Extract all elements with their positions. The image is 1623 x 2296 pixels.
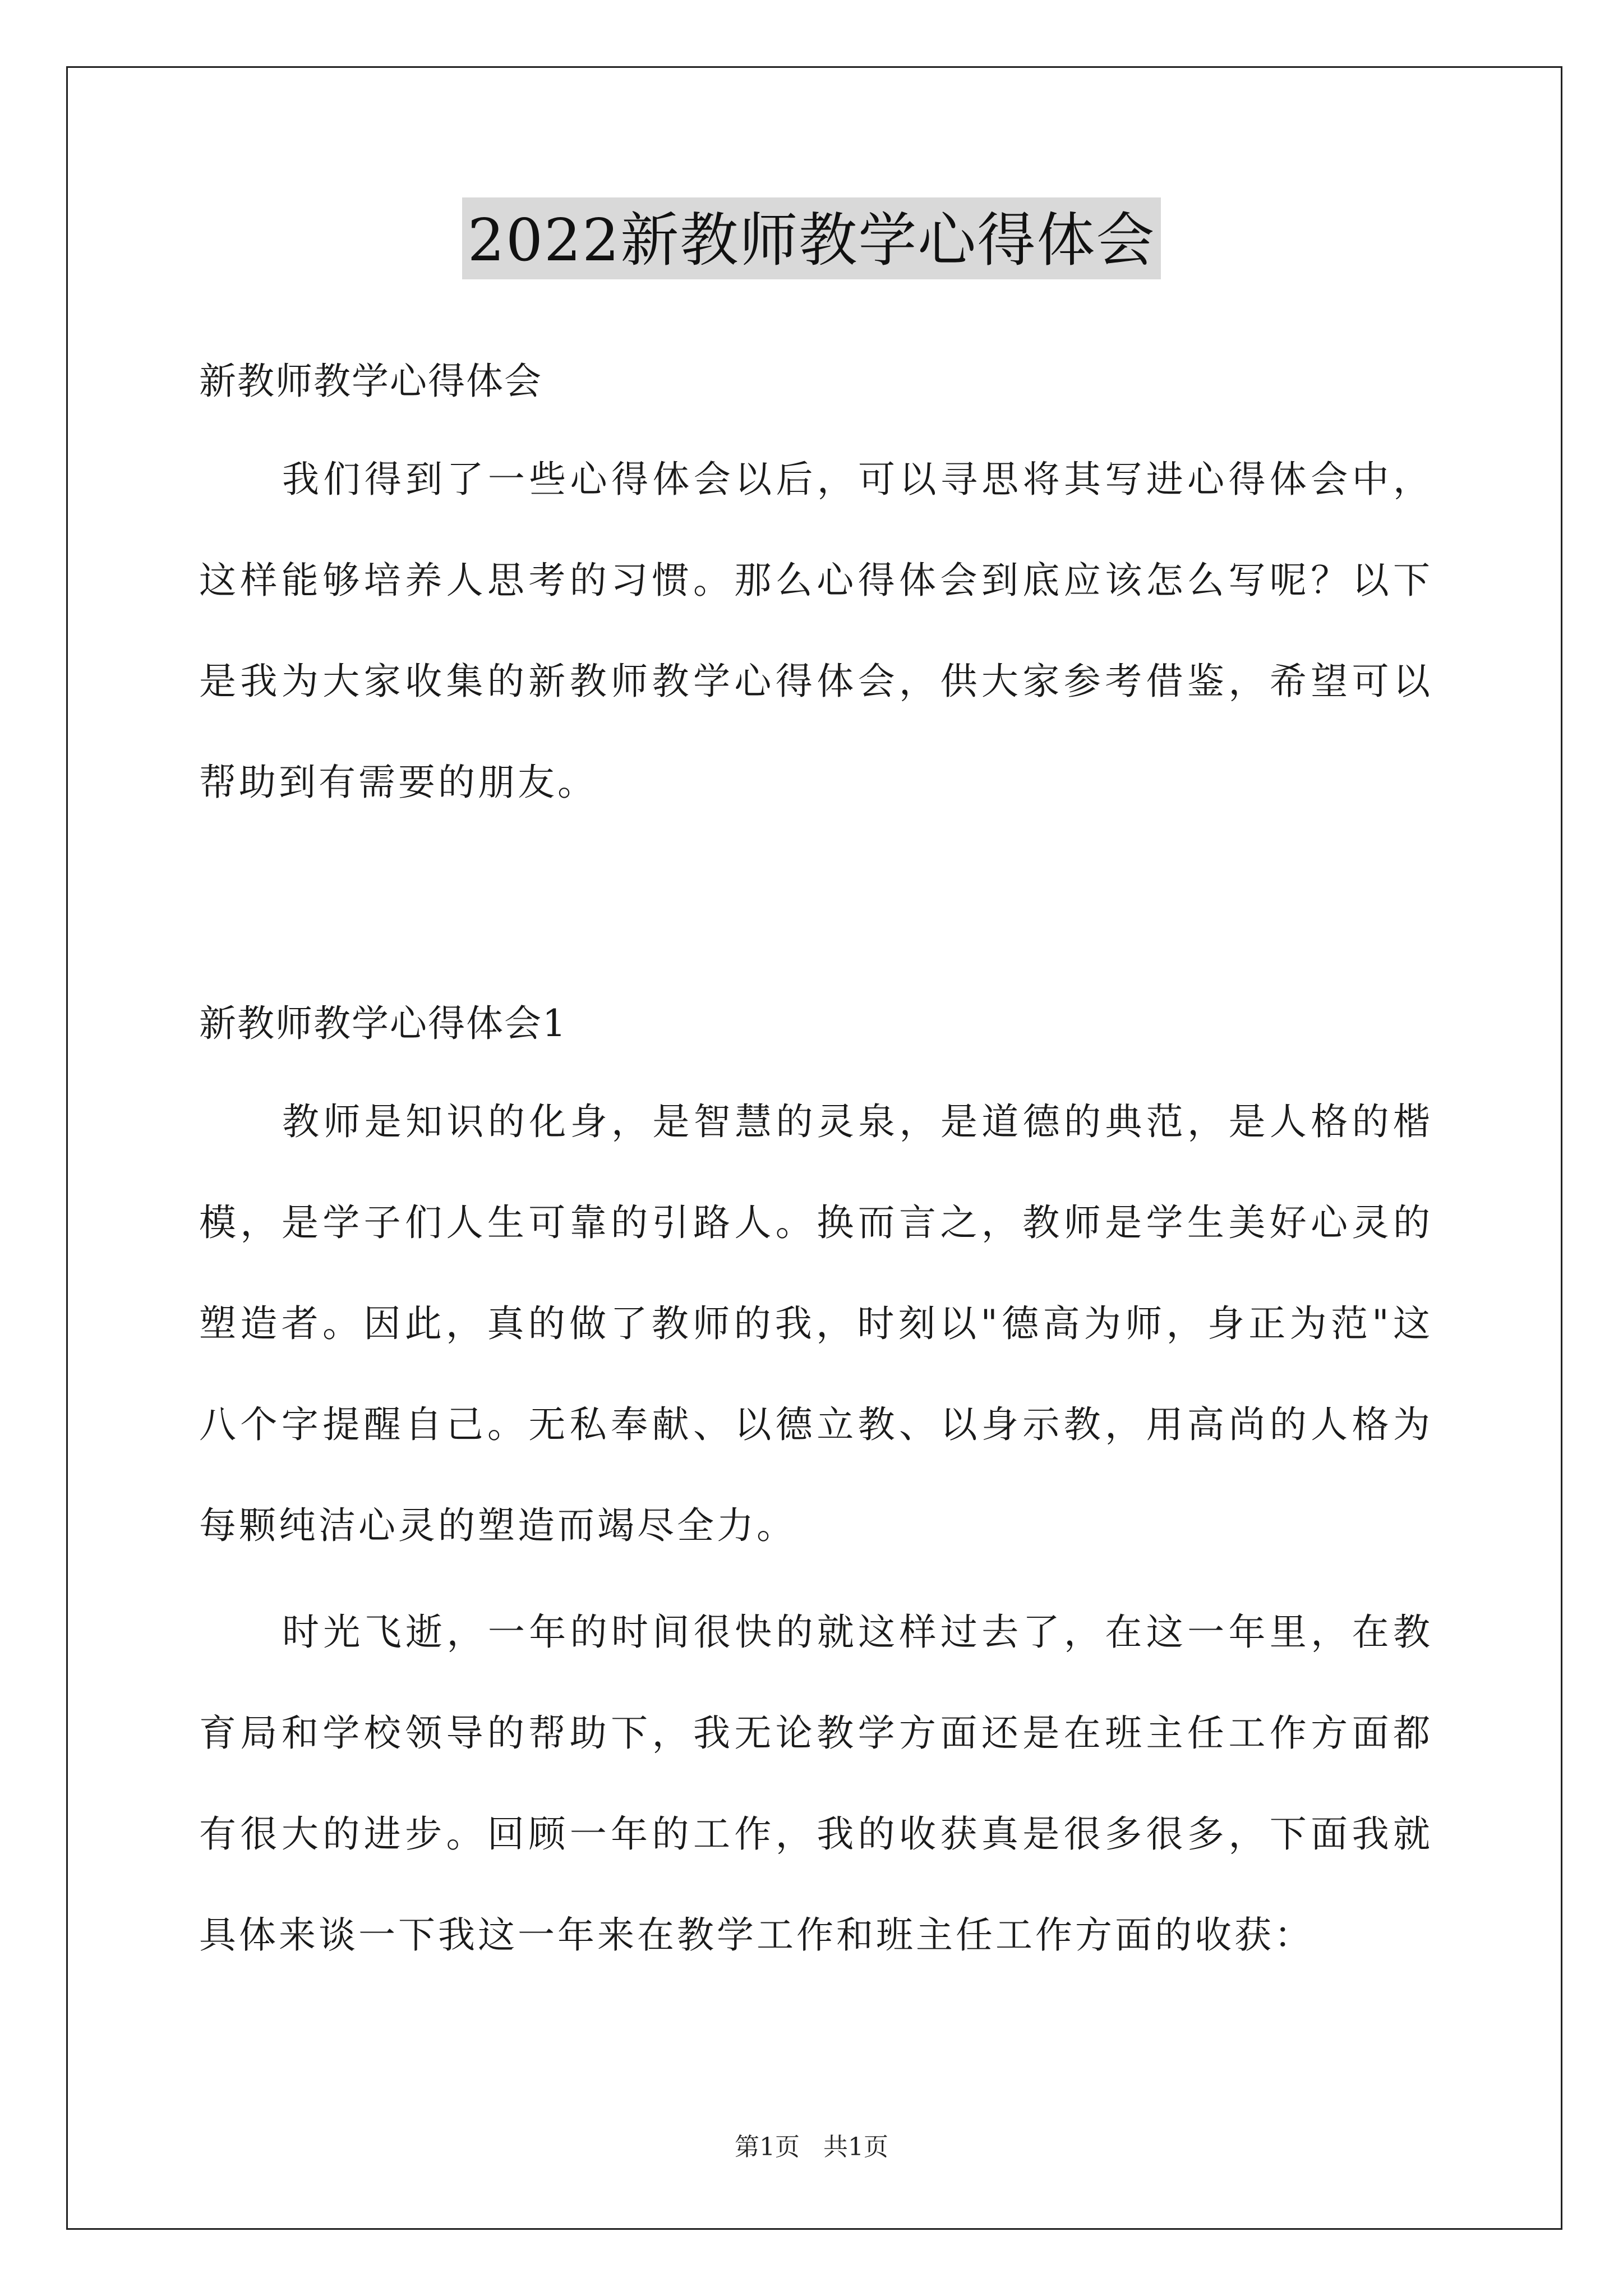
section-heading-intro: 新教师教学心得体会: [199, 360, 542, 403]
section-1-paragraph-1: 教师是知识的化身，是智慧的灵泉，是道德的典范，是人格的楷模，是学子们人生可靠的引路人。换而言之，教师是学生美好心灵的塑造者。因此，真的做了教师的我，时刻以"德高为师，身正为范"这八个字提醒自己。无私奉献、以德立教、以身示教，用高尚的人格为每颗纯洁心灵的塑造而竭尽全力。: [199, 1100, 1433, 1547]
intro-paragraph: 我们得到了一些心得体会以后，可以寻思将其写进心得体会中，这样能够培养人思考的习惯。那么心得体会到底应该怎么写呢？以下是我为大家收集的新教师教学心得体会，供大家参考借鉴，希望可以帮助到有需要的朋友。: [199, 458, 1433, 804]
section-heading-1: 新教师教学心得体会1: [199, 1002, 567, 1045]
section-1-paragraph-2: 时光飞逝，一年的时间很快的就这样过去了，在这一年里，在教育局和学校领导的帮助下，我无论教学方面还是在班主任工作方面都有很大的进步。回顾一年的工作，我的收获真是很多很多，下面我就具体来谈一下我这一年来在教学工作和班主任工作方面的收获：: [199, 1611, 1433, 1957]
document-title: 2022新教师教学心得体会: [462, 197, 1161, 279]
page-footer: [0, 2131, 1623, 2164]
page-number: 第1页 共1页: [735, 2133, 888, 2161]
title-container: [0, 197, 1623, 279]
